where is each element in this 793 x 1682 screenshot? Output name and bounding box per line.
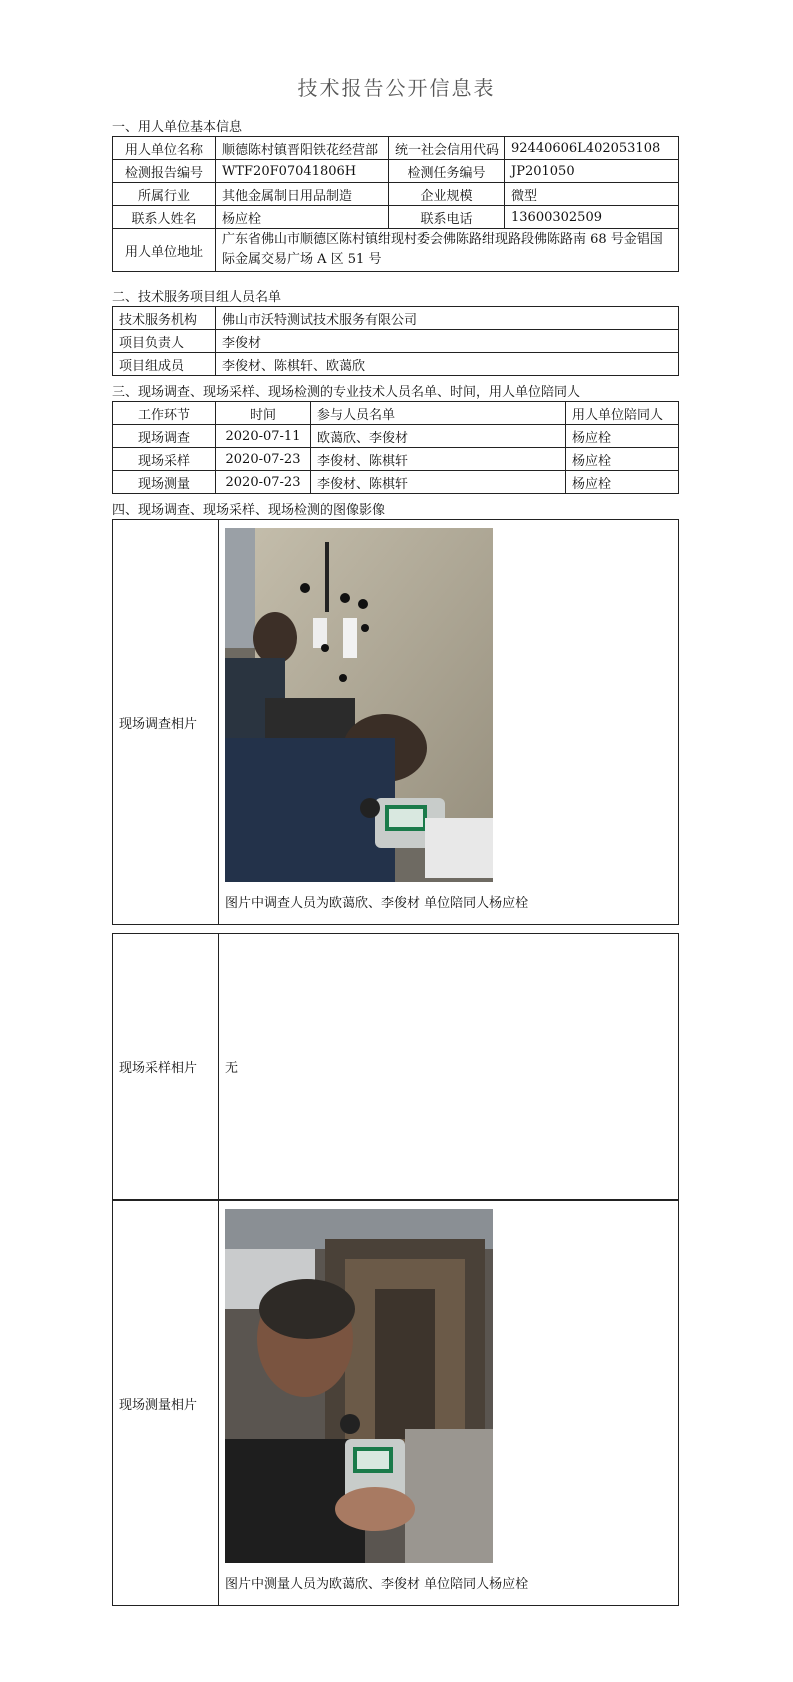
- task-no-label: 检测任务编号: [389, 160, 505, 183]
- table-row: [113, 1201, 679, 1606]
- measure-photo-caption: 图片中测量人员为欧蔼欣、李俊材 单位陪同人杨应栓: [225, 1577, 529, 1592]
- measure-photo-cell: [219, 1201, 679, 1606]
- section-1-heading: 一、用人单位基本信息: [112, 120, 243, 135]
- people-cell: 李俊材、陈棋轩: [311, 448, 566, 471]
- table-row: [113, 206, 679, 229]
- team-table: [112, 306, 679, 376]
- unit-name-label: 用人单位名称: [113, 137, 216, 160]
- table-header-row: [113, 402, 679, 425]
- table-row: [113, 183, 679, 206]
- phone-label: 联系电话: [389, 206, 505, 229]
- table-row: [113, 425, 679, 448]
- escort-cell: 杨应栓: [566, 471, 679, 494]
- header-escort: 用人单位陪同人: [566, 402, 679, 425]
- measure-photo-table: [112, 1200, 679, 1606]
- header-date: 时间: [216, 402, 311, 425]
- sampling-photo-table: [112, 933, 679, 1200]
- measure-photo-image: [225, 1209, 493, 1563]
- section-3-heading: 三、现场调查、现场采样、现场检测的专业技术人员名单、时间，用人单位陪同人: [112, 385, 581, 400]
- table-row: [113, 307, 679, 330]
- scale-label: 企业规模: [389, 183, 505, 206]
- people-cell: 欧蔼欣、李俊材: [311, 425, 566, 448]
- table-row: [113, 353, 679, 376]
- contact-value: 杨应栓: [216, 206, 389, 229]
- sampling-photo-label: 现场采样相片: [113, 934, 219, 1200]
- lead-label: 项目负责人: [113, 330, 216, 353]
- table-row: [113, 448, 679, 471]
- date-cell: 2020-07-23: [216, 448, 311, 471]
- table-row: [113, 330, 679, 353]
- table-row: [113, 934, 679, 1200]
- industry-label: 所属行业: [113, 183, 216, 206]
- table-row: [113, 137, 679, 160]
- org-label: 技术服务机构: [113, 307, 216, 330]
- survey-photo-cell: [219, 520, 679, 925]
- survey-photo: [225, 528, 493, 882]
- header-stage: 工作环节: [113, 402, 216, 425]
- stage-cell: 现场调查: [113, 425, 216, 448]
- table-row: [113, 471, 679, 494]
- sampling-photo-value: 无: [219, 934, 679, 1200]
- measure-photo-label: 现场测量相片: [113, 1201, 219, 1606]
- contact-label: 联系人姓名: [113, 206, 216, 229]
- escort-cell: 杨应栓: [566, 425, 679, 448]
- report-no-value: WTF20F07041806H: [216, 160, 389, 183]
- stage-cell: 现场测量: [113, 471, 216, 494]
- lead-value: 李俊材: [216, 330, 679, 353]
- industry-value: 其他金属制日用品制造: [216, 183, 389, 206]
- schedule-table: [112, 401, 679, 494]
- members-label: 项目组成员: [113, 353, 216, 376]
- measure-photo: [225, 1209, 493, 1563]
- org-value: 佛山市沃特测试技术服务有限公司: [216, 307, 679, 330]
- phone-value: 13600302509: [505, 206, 679, 229]
- survey-photo-image: [225, 528, 493, 882]
- unit-name-value: 顺德陈村镇晋阳铁花经营部: [216, 137, 389, 160]
- table-row: [113, 520, 679, 925]
- header-people: 参与人员名单: [311, 402, 566, 425]
- table-row: [113, 160, 679, 183]
- date-cell: 2020-07-23: [216, 471, 311, 494]
- section-2-heading: 二、技术服务项目组人员名单: [112, 290, 282, 305]
- survey-photo-table: [112, 519, 679, 925]
- basic-info-table: [112, 136, 679, 272]
- stage-cell: 现场采样: [113, 448, 216, 471]
- people-cell: 李俊材、陈棋轩: [311, 471, 566, 494]
- survey-photo-caption: 图片中调查人员为欧蔼欣、李俊材 单位陪同人杨应栓: [225, 896, 529, 911]
- credit-code-value: 92440606L402053108: [505, 137, 679, 160]
- address-value: 广东省佛山市顺德区陈村镇绀现村委会佛陈路绀现路段佛陈路南 68 号金锠国际金属交易广场 A 区 51 号: [216, 229, 679, 272]
- report-no-label: 检测报告编号: [113, 160, 216, 183]
- escort-cell: 杨应栓: [566, 448, 679, 471]
- address-label: 用人单位地址: [113, 229, 216, 272]
- credit-code-label: 统一社会信用代码: [389, 137, 505, 160]
- date-cell: 2020-07-11: [216, 425, 311, 448]
- page-title: 技术报告公开信息表: [297, 76, 496, 100]
- task-no-value: JP201050: [505, 160, 679, 183]
- table-row: [113, 229, 679, 272]
- members-value: 李俊材、陈棋轩、欧蔼欣: [216, 353, 679, 376]
- scale-value: 微型: [505, 183, 679, 206]
- survey-photo-label: 现场调查相片: [113, 520, 219, 925]
- section-4-heading: 四、现场调查、现场采样、现场检测的图像影像: [112, 503, 386, 518]
